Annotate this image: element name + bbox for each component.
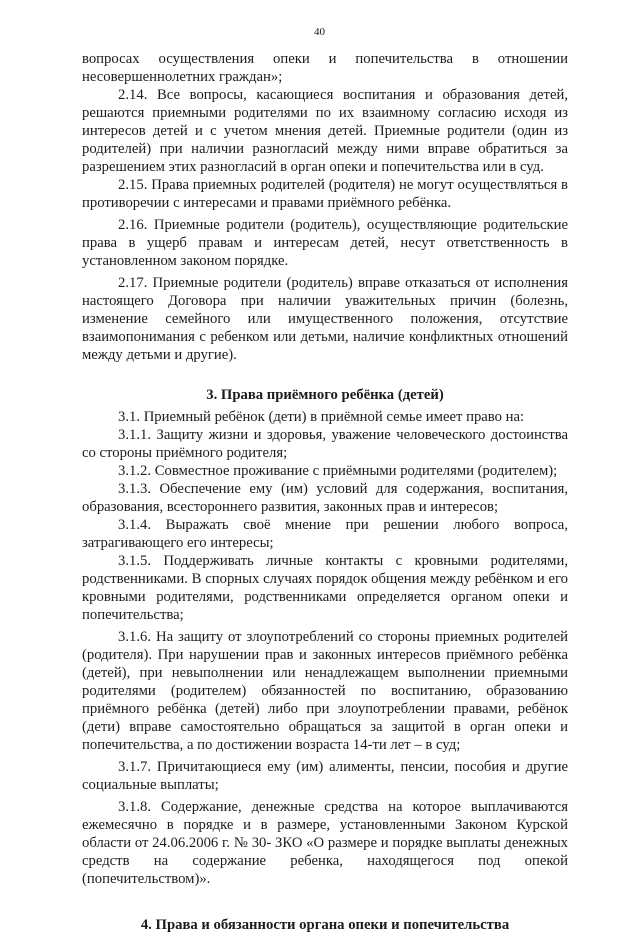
- paragraph-3-1-1: 3.1.1. Защиту жизни и здоровья, уважение человеческого достоинства со стороны приёмного родителя;: [82, 427, 568, 461]
- paragraph-3-1-6: 3.1.6. На защиту от злоупотреблений со стороны приемных родителей (родителя). При нарушении прав и законных интересов приёмного ребёнка (детей), при невыполнении или ненадлежащем выполнении приемными родителями (родителем) обязанностей по воспитанию, образованию приёмного ребёнка (детей) либо при злоупотреблении правами, ребёнок (дети) вправе самостоятельно обращаться за защитой в орган опеки и попечительства, а по достижении возраста 14-ти лет – в суд;: [82, 629, 568, 753]
- paragraph-2-15: 2.15. Права приемных родителей (родителя) не могут осуществляться в противоречии с интересами и правами приёмного ребёнка.: [82, 177, 568, 211]
- paragraph-3-1-3: 3.1.3. Обеспечение ему (им) условий для содержания, воспитания, образования, всестороннего развития, законных прав и интересов;: [82, 481, 568, 515]
- paragraph-continuation: вопросах осуществления опеки и попечительства в отношении несовершеннолетних граждан»;: [82, 51, 568, 85]
- section-4-heading: 4. Права и обязанности органа опеки и попечительства: [140, 917, 510, 933]
- paragraph-3-1-8: 3.1.8. Содержание, денежные средства на которое выплачиваются ежемесячно в порядке и в размере, установленными Законом Курской области от 24.06.2006 г. № 30- ЗКО «О размере и порядке выплаты денежных средств на содержание ребенка, находящегося под опекой (попечительством)».: [82, 799, 568, 887]
- section-3-heading: 3. Права приёмного ребёнка (детей): [206, 387, 444, 403]
- paragraph-3-1-7: 3.1.7. Причитающиеся ему (им) алименты, пенсии, пособия и другие социальные выплаты;: [82, 759, 568, 793]
- paragraph-3-1: 3.1. Приемный ребёнок (дети) в приёмной семье имеет право на:: [118, 409, 525, 425]
- paragraph-3-1-5: 3.1.5. Поддерживать личные контакты с кровными родителями, родственниками. В спорных случаях порядок общения между ребёнком и его кровными родителями, родственниками определяется органом опеки и попечительства;: [82, 553, 568, 623]
- paragraph-2-14: 2.14. Все вопросы, касающиеся воспитания и образования детей, решаются приемными родителями по их взаимному согласию исходя из интересов детей и с учетом мнения детей. Приемные родители (один из родителей) при наличии разногласий между ними вправе обратиться за разрешением этих разногласий в орган опеки и попечительства или в суд.: [82, 87, 568, 175]
- paragraph-2-17: 2.17. Приемные родители (родитель) вправе отказаться от исполнения настоящего Договора при наличии уважительных причин (болезнь, изменение семейного или имущественного положения, отсутствие взаимопонимания с ребенком или детьми, наличие конфликтных отношений между детьми и другие).: [82, 275, 568, 363]
- document-body: [82, 50, 568, 934]
- paragraph-3-1-4: 3.1.4. Выражать своё мнение при решении любого вопроса, затрагивающего его интересы;: [82, 517, 568, 551]
- paragraph-2-16: 2.16. Приемные родители (родитель), осуществляющие родительские права в ущерб правам и интересам детей, несут ответственность в установленном законом порядке.: [82, 217, 568, 269]
- page-number: 40: [314, 26, 325, 38]
- paragraph-3-1-2: 3.1.2. Совместное проживание с приёмными родителями (родителем);: [118, 463, 558, 479]
